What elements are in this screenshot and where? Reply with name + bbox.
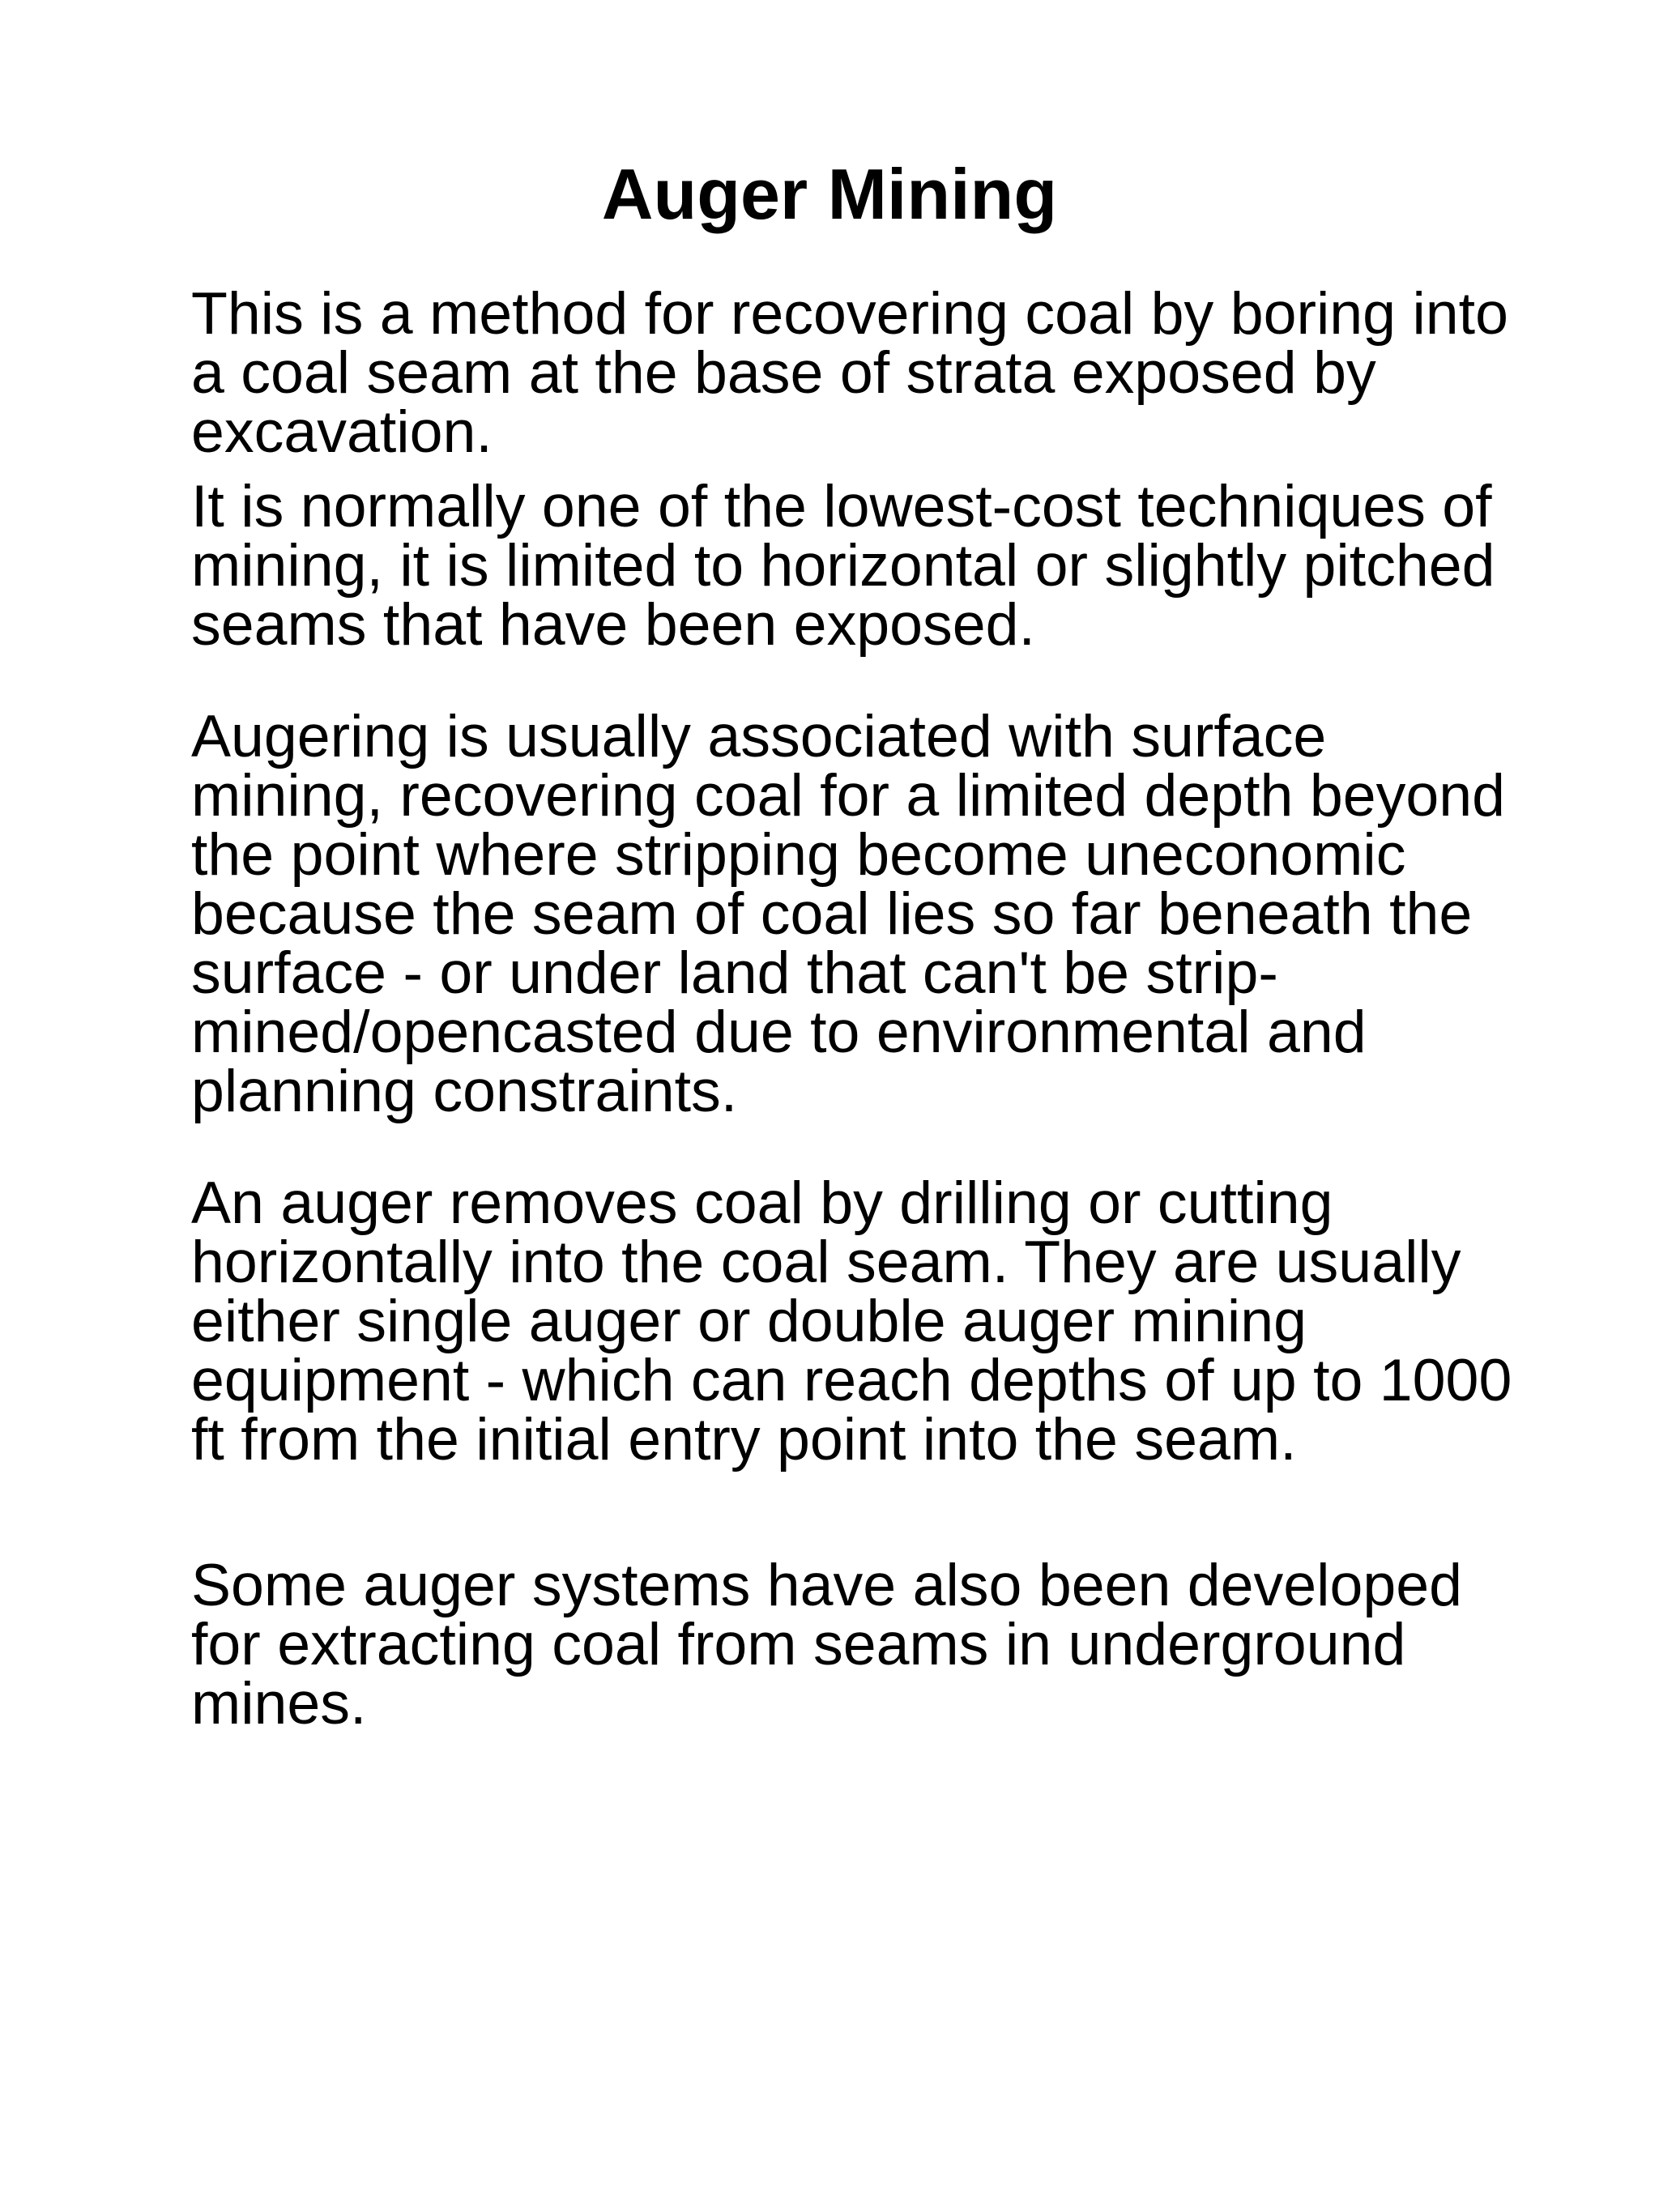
paragraph-line: horizontally into the coal seam. They are usually	[191, 1228, 1461, 1295]
paragraph-method-definition	[191, 279, 1601, 465]
paragraph-line: a coal seam at the base of strata exposed by	[191, 339, 1376, 406]
paragraph-line: because the seam of coal lies so far beneath the	[191, 880, 1473, 947]
paragraph-line: Augering is usually associated with surface	[191, 702, 1327, 769]
paragraph-line: equipment - which can reach depths of up to 1000	[191, 1346, 1512, 1413]
page-title: Auger Mining	[601, 154, 1058, 234]
paragraph-line: mines.	[191, 1669, 367, 1737]
paragraph-line: excavation.	[191, 398, 493, 465]
paragraph-line: mining, it is limited to horizontal or slightly pitched	[191, 531, 1495, 599]
paragraph-line: planning constraints.	[191, 1057, 738, 1124]
paragraph-line: seams that have been exposed.	[191, 590, 1035, 658]
paragraph-auger-equipment	[191, 1169, 1601, 1473]
paragraph-line: mining, recovering coal for a limited depth beyond	[191, 761, 1505, 829]
paragraph-line: An auger removes coal by drilling or cutting	[191, 1169, 1333, 1236]
paragraph-line: Some auger systems have also been developed	[191, 1551, 1462, 1618]
paragraph-line: It is normally one of the lowest-cost techniques of	[191, 472, 1492, 539]
paragraph-line: the point where stripping become uneconomic	[191, 820, 1406, 888]
paragraph-line: mined/opencasted due to environmental and	[191, 998, 1367, 1065]
paragraph-line: This is a method for recovering coal by boring into	[191, 279, 1508, 347]
paragraph-cost-limits	[191, 472, 1601, 658]
paragraph-surface-mining	[191, 702, 1601, 1124]
paragraph-line: either single auger or double auger mining	[191, 1287, 1307, 1354]
paragraph-line: ft from the initial entry point into the seam.	[191, 1405, 1297, 1473]
paragraph-line: surface - or under land that can't be strip-	[191, 939, 1278, 1006]
paragraph-underground-systems	[191, 1551, 1601, 1737]
paragraph-line: for extracting coal from seams in underground	[191, 1610, 1406, 1677]
